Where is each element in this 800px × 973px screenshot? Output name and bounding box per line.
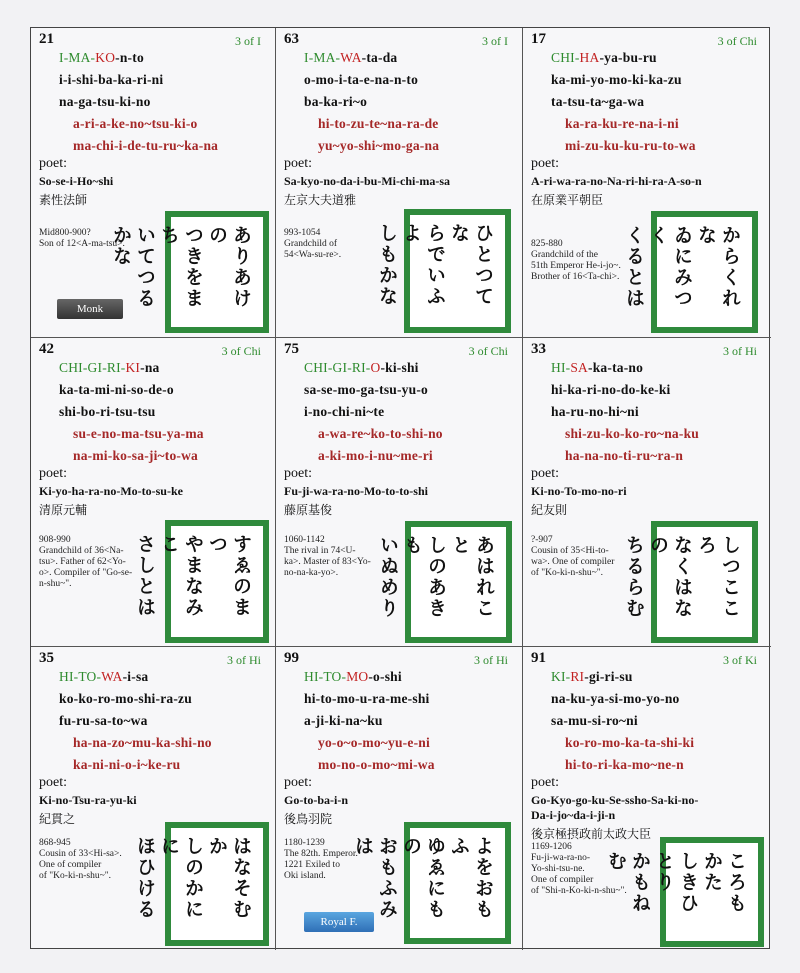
kimariji-count: 3 of Chi <box>468 344 508 358</box>
bio-line: wa>. One of compiler <box>531 557 615 567</box>
poem-line-4: a-ri-a-ke-no~tsu-ki-o <box>73 116 198 131</box>
poem-line-2: sa-se-mo-ga-tsu-yu-o <box>304 382 428 397</box>
poem-line-3: ba-ka-ri~o <box>304 94 368 109</box>
poem-number: 17 <box>531 31 546 47</box>
bio-line: no-na-ka-yo>. <box>284 568 339 578</box>
poem-line-5: ma-chi-i-de-tu-ru~ka-na <box>73 138 219 153</box>
poet-label: poet: <box>531 466 559 481</box>
poem-card <box>276 647 523 950</box>
poem-line-4: a-wa-re~ko-to-shi-no <box>318 426 443 441</box>
kana-card <box>623 521 758 643</box>
kana-line: はなそむか <box>206 836 252 920</box>
poem-line-2: ka-mi-yo-mo-ki-ka-zu <box>551 72 682 87</box>
poem-number: 21 <box>39 31 54 47</box>
poem-line-2: o-mo-i-ta-e-na-n-to <box>304 72 419 87</box>
bio-line: 1221 Exiled to <box>284 860 340 870</box>
poem-number: 91 <box>531 650 546 666</box>
bio-line: o>. Compiler of "Go-se- <box>39 568 133 578</box>
kana-line: すゑのまつ <box>206 534 252 618</box>
bio-line: One of compiler <box>531 875 594 885</box>
bio-line: 1180-1239 <box>284 838 325 848</box>
kana-line: らでいふよ <box>400 223 446 307</box>
kimariji-red: MO <box>346 669 369 684</box>
poem-line-4: yo-o~o-mo~yu-e-ni <box>318 735 430 750</box>
kana-line: かもねむ <box>605 851 651 914</box>
bio-line: Son of 12<A-ma-tsu>. <box>39 239 125 249</box>
poem-line-4: su-e-no-ma-tsu-ya-ma <box>73 426 204 441</box>
kana-card <box>605 837 764 947</box>
poem-number: 99 <box>284 650 299 666</box>
bio-line: Cousin of 33<Hi-sa>. <box>39 849 122 859</box>
kimariji-count: 3 of Hi <box>723 344 757 358</box>
kana-line: おもふみは <box>352 836 398 920</box>
poet-name: Go-to-ba-i-n <box>284 793 348 807</box>
kana-line: しのあきも <box>401 535 447 619</box>
kimariji-green: HI-TO- <box>59 669 102 684</box>
kana-line: ゆゑにもの <box>400 836 446 920</box>
poem-line-1 <box>304 50 397 66</box>
poet-label: poet: <box>284 466 312 481</box>
bio-line: Cousin of 35<Hi-to- <box>531 546 609 556</box>
royal-family-tag: Royal F. <box>304 912 374 932</box>
kana-line: しのかにに <box>158 836 204 920</box>
bio-line: Grandchild of the <box>531 250 599 260</box>
poem-line-3: sa-mu-si-ro~ni <box>551 713 638 728</box>
poem-card <box>276 28 523 338</box>
kana-card <box>377 521 512 643</box>
poet-name: Ki-no-To-mo-no-ri <box>531 484 627 498</box>
kimariji-green: CHI- <box>551 50 580 65</box>
poem-card <box>31 28 276 338</box>
kana-line: いぬめり <box>377 535 399 619</box>
kimariji-red: KO <box>95 50 116 65</box>
line-rest: -n-to <box>115 50 144 65</box>
kana-card <box>134 520 269 643</box>
kana-line: しつこころ <box>695 535 741 619</box>
poem-card <box>276 338 523 647</box>
kana-line: ちるらむ <box>623 535 645 619</box>
poem-card <box>31 338 276 647</box>
poet-kanji: 清原元輔 <box>39 503 88 517</box>
kimariji-green: KI- <box>551 669 571 684</box>
poet-label: poet: <box>531 156 559 171</box>
kana-line: しもかな <box>376 223 398 307</box>
poet-name: A-ri-wa-ra-no-Na-ri-hi-ra-A-so-n <box>531 174 702 188</box>
line-rest: -ya-bu-ru <box>599 50 657 65</box>
poem-line-1 <box>551 360 643 376</box>
poem-line-1 <box>59 50 144 66</box>
line-rest: -na <box>140 360 160 375</box>
bio-line: Brother of 16<Ta-chi>. <box>531 272 620 282</box>
kana-line: さしとは <box>134 534 156 618</box>
poem-line-2: na-ku-ya-si-mo-yo-no <box>551 691 680 706</box>
poet-kanji: 後京極摂政前太政大臣 <box>531 827 652 841</box>
bio-line: 908-990 <box>39 535 71 545</box>
bio-line: One of compiler <box>39 860 102 870</box>
poet-kanji: 素性法師 <box>39 193 88 207</box>
kimariji-green: CHI-GI-RI- <box>59 360 126 375</box>
kimariji-green: HI-TO- <box>304 669 347 684</box>
poet-name: Ki-no-Tsu-ra-yu-ki <box>39 793 137 807</box>
poem-line-3: i-no-chi-ni~te <box>304 404 385 419</box>
poet-kanji: 紀友則 <box>531 503 568 517</box>
poem-card <box>523 338 771 647</box>
kana-line: ゐにみつく <box>647 225 693 309</box>
line-rest: -gi-ri-su <box>584 669 633 684</box>
poet-label: poet: <box>39 775 67 790</box>
poem-card <box>523 28 771 338</box>
poem-line-2: ka-ta-mi-ni-so-de-o <box>59 382 174 397</box>
bio-line: tsu>. Father of 62<Yo- <box>39 557 126 567</box>
poet-kanji: 在原業平朝臣 <box>531 193 604 207</box>
poem-line-2: ko-ko-ro-mo-shi-ra-zu <box>59 691 192 706</box>
poem-line-1 <box>551 669 633 685</box>
poem-line-1 <box>551 50 657 66</box>
kimariji-green: I-MA- <box>59 50 96 65</box>
kana-line: ひとつてな <box>448 223 494 307</box>
poem-line-4: ka-ra-ku-re-na-i-ni <box>565 116 679 131</box>
poem-line-3: na-ga-tsu-ki-no <box>59 94 151 109</box>
kimariji-count: 3 of Chi <box>221 344 261 358</box>
bio-line: The 82th. Emperor. <box>284 849 358 859</box>
poet-label: poet: <box>531 775 559 790</box>
bio-line: Mid800-900? <box>39 228 91 238</box>
kimariji-red: RI <box>570 669 585 684</box>
poet-label: poet: <box>39 466 67 481</box>
poet-label: poet: <box>39 156 67 171</box>
poem-line-3: shi-bo-ri-tsu-tsu <box>59 404 156 419</box>
poet-name: Fu-ji-wa-ra-no-Mo-to-to-shi <box>284 484 428 498</box>
kimariji-red: O <box>370 360 381 375</box>
kana-card <box>352 822 511 944</box>
kimariji-green: I-MA- <box>304 50 341 65</box>
poem-line-3: ha-ru-no-hi~ni <box>551 404 639 419</box>
poet-kanji: 左京大夫道雅 <box>284 193 357 207</box>
poem-line-4: ha-na-zo~mu-ka-shi-no <box>73 735 212 750</box>
poem-line-1 <box>304 360 419 376</box>
poem-line-5: ka-ni-ni-o-i~ke-ru <box>73 757 181 772</box>
bio-line: 993-1054 <box>284 228 321 238</box>
poem-line-1 <box>59 360 160 376</box>
kana-line: ほひける <box>134 836 156 920</box>
bio-line: of "Ko-ki-n-shu~". <box>531 568 603 578</box>
kana-line: ころもかた <box>701 851 747 914</box>
line-rest: -ki-shi <box>380 360 419 375</box>
poet-name-continued: Da-i-jo~da-i-ji-n <box>531 808 616 822</box>
kimariji-count: 3 of Hi <box>227 653 261 667</box>
kimariji-count: 3 of Hi <box>474 653 508 667</box>
kana-line: しきひとり <box>653 851 699 914</box>
kimariji-red: WA <box>101 669 123 684</box>
poem-number: 63 <box>284 31 299 47</box>
poem-line-5: na-mi-ko-sa-ji~to-wa <box>73 448 199 463</box>
kimariji-count: 3 of Chi <box>717 34 757 48</box>
poem-line-3: ta-tsu-ta~ga-wa <box>551 94 645 109</box>
bio-line: 825-880 <box>531 239 563 249</box>
bio-line: ?-907 <box>531 535 553 545</box>
poet-label: poet: <box>284 775 312 790</box>
poem-line-2: i-i-shi-ba-ka-ri-ni <box>59 72 164 87</box>
poem-card <box>523 647 771 950</box>
kana-line: つきをまち <box>158 225 204 309</box>
poem-line-4: ko-ro-mo-ka-ta-shi-ki <box>565 735 695 750</box>
poet-kanji: 紀貫之 <box>39 812 76 826</box>
kana-card <box>623 211 758 333</box>
kana-line: よをおもふ <box>448 836 494 920</box>
kana-card <box>110 211 269 333</box>
line-rest: -ka-ta-no <box>588 360 644 375</box>
monk-tag: Monk <box>57 299 123 319</box>
bio-line: 1060-1142 <box>284 535 325 545</box>
kana-line: ありあけの <box>206 225 252 309</box>
poem-line-5: yu~yo-shi~mo-ga-na <box>318 138 440 153</box>
bio-line: 51th Emperor He-i-jo~. <box>531 261 621 271</box>
poem-line-4: shi-zu-ko-ko-ro~na-ku <box>565 426 699 441</box>
line-rest: -i-sa <box>122 669 149 684</box>
kimariji-green: HI- <box>551 360 571 375</box>
poem-line-1 <box>59 669 148 685</box>
kana-card <box>376 209 511 333</box>
poem-line-5: a-ki-mo-i-nu~me-ri <box>318 448 433 463</box>
kana-line: やまなみこ <box>158 534 204 618</box>
bio-line: Fu-ji-wa-ra-no- <box>531 853 591 863</box>
kimariji-green: CHI-GI-RI- <box>304 360 371 375</box>
kana-line: あはれこと <box>449 535 495 619</box>
poem-line-5: mo-no-o-mo~mi-wa <box>318 757 435 772</box>
bio-line: Grandchild of <box>284 239 338 249</box>
bio-line: of "Ko-ki-n-shu~". <box>39 871 111 881</box>
bio-line: Oki island. <box>284 871 326 881</box>
bio-line: n-shu~". <box>39 579 72 589</box>
bio-line: Yo-shi-tsu-ne. <box>531 864 585 874</box>
line-rest: -o-shi <box>368 669 402 684</box>
poem-line-2: hi-to-mo-u-ra-me-shi <box>304 691 430 706</box>
kimariji-count: 3 of I <box>482 34 508 48</box>
kana-card <box>134 822 269 946</box>
line-rest: -ta-da <box>361 50 398 65</box>
poet-name: Go-Kyo-go-ku-Se-ssho-Sa-ki-no- <box>531 793 699 807</box>
poem-line-3: fu-ru-sa-to~wa <box>59 713 148 728</box>
karuta-grid <box>30 27 770 949</box>
kimariji-red: KI <box>125 360 141 375</box>
bio-line: Grandchild of 36<Na- <box>39 546 124 556</box>
bio-line: of "Shi-n-Ko-ki-n-shu~". <box>531 886 627 896</box>
poet-name: Ki-yo-ha-ra-no-Mo-to-su-ke <box>39 484 183 498</box>
poem-line-5: mi-zu-ku-ku-ru-to-wa <box>565 138 696 153</box>
poem-number: 35 <box>39 650 54 666</box>
poet-kanji: 藤原基俊 <box>284 503 333 517</box>
kana-line: いてつるかな <box>110 225 156 309</box>
poem-line-5: hi-to-ri-ka-mo~ne-n <box>565 757 684 772</box>
kana-line: くるとは <box>623 225 645 309</box>
bio-line: 1169-1206 <box>531 842 572 852</box>
poem-number: 75 <box>284 341 299 357</box>
kimariji-count: 3 of Ki <box>723 653 757 667</box>
poem-card <box>31 647 276 950</box>
poet-name: So-se-i-Ho~shi <box>39 174 114 188</box>
bio-line: 54<Wa-su-re>. <box>284 250 342 260</box>
bio-line: ka>. Master of 83<Yo- <box>284 557 371 567</box>
poet-kanji: 後鳥羽院 <box>284 812 333 826</box>
kimariji-red: HA <box>579 50 600 65</box>
kimariji-count: 3 of I <box>235 34 261 48</box>
bio-line: The rival in 74<U- <box>284 546 356 556</box>
poem-line-5: ha-na-no-ti-ru~ra-n <box>565 448 684 463</box>
bio-line: 868-945 <box>39 838 71 848</box>
poem-line-4: hi-to-zu-te~na-ra-de <box>318 116 439 131</box>
poet-name: Sa-kyo-no-da-i-bu-Mi-chi-ma-sa <box>284 174 451 188</box>
kana-line: なくはなの <box>647 535 693 619</box>
poet-label: poet: <box>284 156 312 171</box>
kana-line: からくれな <box>695 225 741 309</box>
poem-number: 33 <box>531 341 546 357</box>
poem-line-3: a-ji-ki-na~ku <box>304 713 383 728</box>
poem-line-2: hi-ka-ri-no-do-ke-ki <box>551 382 671 397</box>
kimariji-red: SA <box>570 360 589 375</box>
poem-number: 42 <box>39 341 54 357</box>
poem-line-1 <box>304 669 402 685</box>
kimariji-red: WA <box>340 50 362 65</box>
